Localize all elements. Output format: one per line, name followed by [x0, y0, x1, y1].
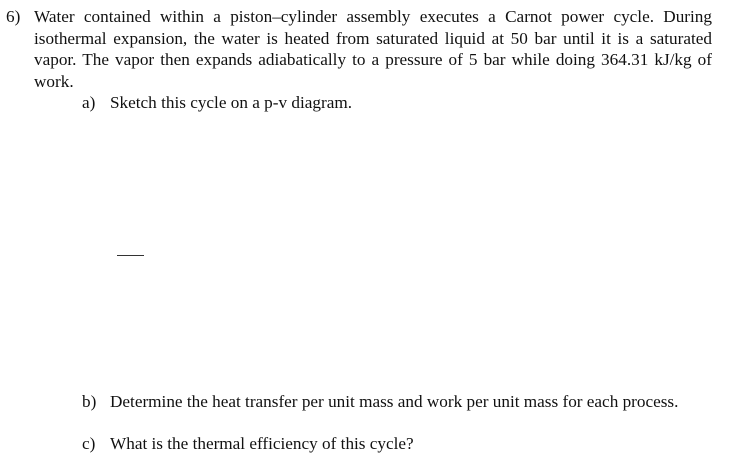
part-c-text: What is the thermal efficiency of this cycle? [110, 434, 414, 453]
part-a-letter: a) [82, 93, 96, 112]
part-a [82, 92, 710, 114]
part-b-text: Determine the heat transfer per unit mass and work per unit mass for each process. [110, 392, 679, 411]
part-c-letter: c) [82, 434, 96, 453]
problem-statement [0, 6, 712, 92]
problem-text: Water contained within a piston–cylinder assembly executes a Carnot power cycle. During isothermal expansion, the water is heated from saturated liquid at 50 bar until it is a saturated vapor. The vapor then expands adiabatically to a pressure of 5 bar while doing 364.31 kJ/kg of work. [34, 7, 712, 91]
problem-number: 6) [6, 7, 21, 26]
stray-dash-mark [117, 255, 144, 256]
part-a-text: Sketch this cycle on a p-v diagram. [110, 93, 352, 112]
part-b-letter: b) [82, 392, 97, 411]
part-b [82, 391, 710, 413]
part-c [82, 433, 710, 455]
